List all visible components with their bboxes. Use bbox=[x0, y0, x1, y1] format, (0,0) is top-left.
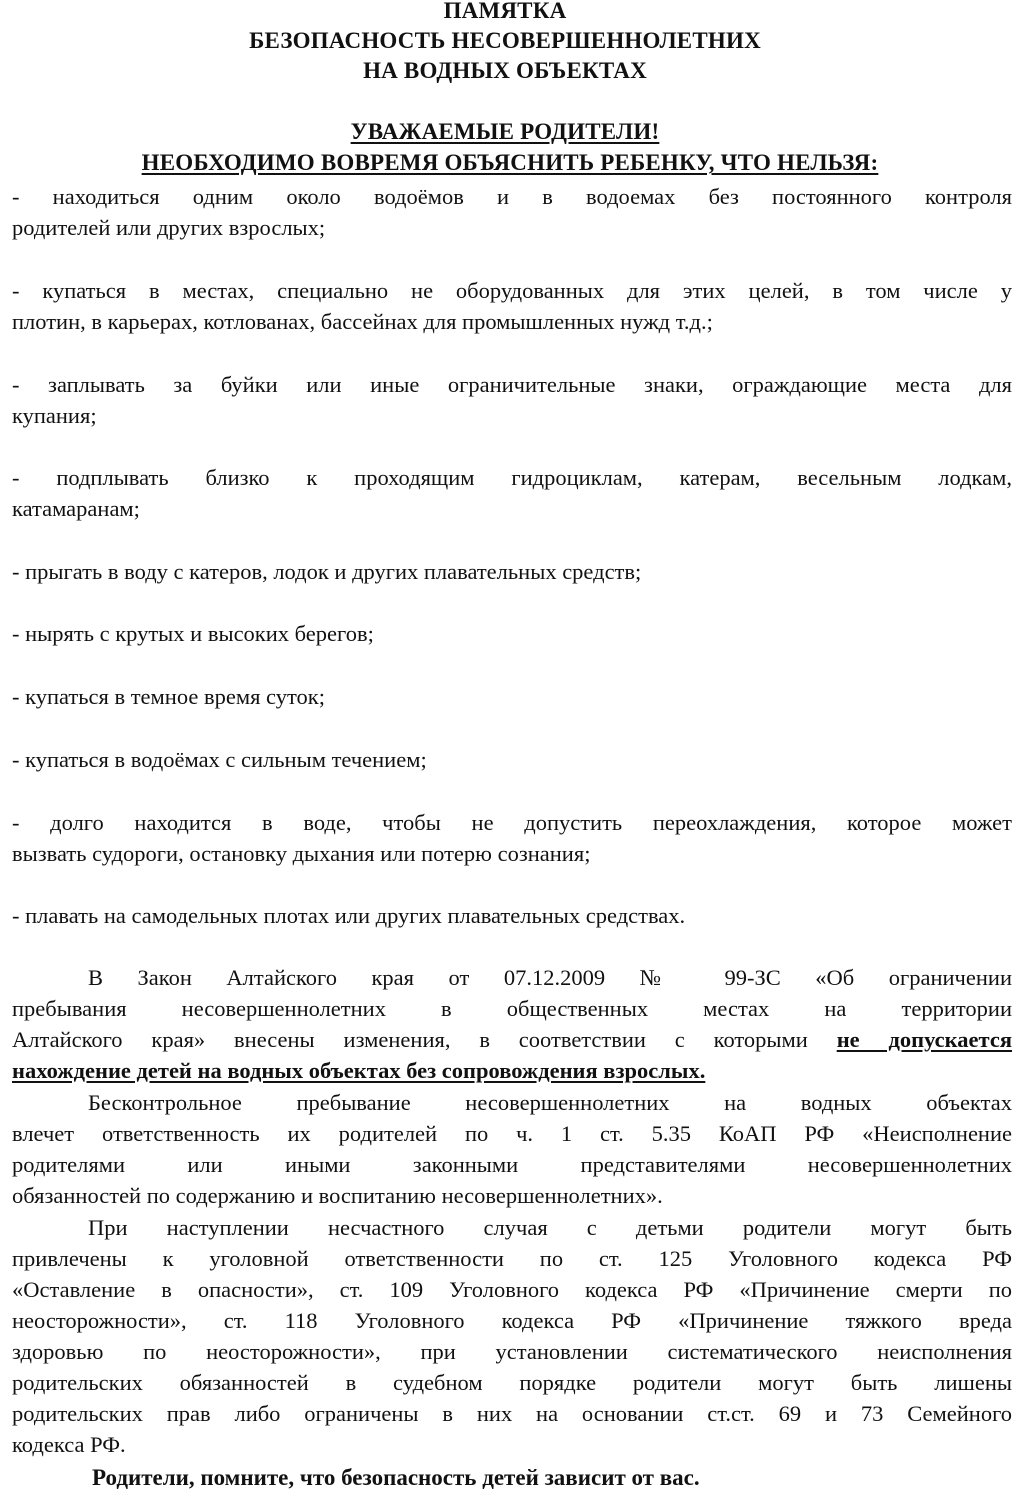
closing-statement: Родители, помните, что безопасность детей зависит от вас. bbox=[92, 1465, 700, 1490]
list-item-9-line-2: вызвать судороги, остановку дыхания или потерю сознания; bbox=[12, 841, 591, 866]
law-paragraph-line-3 bbox=[12, 1024, 1012, 1055]
criminal-paragraph-line-6: родительских обязанностей в судебном порядке родители могут быть лишены bbox=[12, 1370, 1012, 1395]
law-emphasis-start: не допускается bbox=[836, 1027, 1012, 1052]
liability-paragraph-line-3: родителями или иными законными представителями несовершеннолетних bbox=[12, 1152, 1012, 1177]
criminal-paragraph-line-1: При наступлении несчастного случая с детьми родители могут быть bbox=[88, 1215, 1012, 1240]
list-item-6: - нырять с крутых и высоких берегов; bbox=[12, 621, 374, 646]
list-item-9-line-1: - долго находится в воде, чтобы не допустить переохлаждения, которое может bbox=[12, 810, 1012, 835]
list-item-1-line-1: - находиться одним около водоёмов и в водоемах без постоянного контроля bbox=[12, 184, 1012, 209]
list-item-3-line-1: - заплывать за буйки или иные ограничительные знаки, ограждающие места для bbox=[12, 372, 1012, 397]
list-item-2-line-1: - купаться в местах, специально не оборудованных для этих целей, в том числе у bbox=[12, 278, 1012, 303]
list-item-4-line-1: - подплывать близко к проходящим гидроциклам, катерам, весельным лодкам, bbox=[12, 465, 1012, 490]
document-page bbox=[12, 0, 1012, 1493]
doc-title: ПАМЯТКА bbox=[443, 0, 567, 23]
criminal-paragraph-line-5: здоровью по неосторожности», при установлении систематического неисполнения bbox=[12, 1339, 1012, 1364]
list-item-3-line-2: купания; bbox=[12, 403, 97, 428]
criminal-paragraph-line-7: родительских прав либо ограничены в них на основании ст.ст. 69 и 73 Семейного bbox=[12, 1401, 1012, 1426]
instruction-text: НЕОБХОДИМО ВОВРЕМЯ ОБЪЯСНИТЬ РЕБЕНКУ, ЧТО НЕЛЬЗЯ: bbox=[141, 150, 879, 175]
law-paragraph-line-2: пребывания несовершеннолетних в общественных местах на территории bbox=[12, 996, 1012, 1021]
list-item-4-line-2: катамаранам; bbox=[12, 496, 140, 521]
liability-paragraph-line-1: Бесконтрольное пребывание несовершеннолетних на водных объектах bbox=[88, 1090, 1012, 1115]
list-item-5: - прыгать в воду с катеров, лодок и других плавательных средств; bbox=[12, 559, 642, 584]
law-paragraph-text: Алтайского края» внесены изменения, в соответствии с которыми bbox=[12, 1027, 837, 1052]
appeal-text: УВАЖАЕМЫЕ РОДИТЕЛИ! bbox=[350, 119, 660, 144]
criminal-paragraph-line-4: неосторожности», ст. 118 Уголовного кодекса РФ «Причинение тяжкого вреда bbox=[12, 1308, 1012, 1333]
criminal-paragraph-line-2: привлечены к уголовной ответственности по ст. 125 Уголовного кодекса РФ bbox=[12, 1246, 1012, 1271]
criminal-paragraph-line-3: «Оставление в опасности», ст. 109 Уголовного кодекса РФ «Причинение смерти по bbox=[12, 1277, 1012, 1302]
law-paragraph-line-4 bbox=[12, 1055, 1012, 1086]
liability-paragraph-line-2: влечет ответственность их родителей по ч. 1 ст. 5.35 КоАП РФ «Неисполнение bbox=[12, 1121, 1012, 1146]
law-paragraph-line-1: В Закон Алтайского края от 07.12.2009 № 99-ЗС «Об ограничении bbox=[88, 965, 1012, 990]
criminal-paragraph-line-8: кодекса РФ. bbox=[12, 1432, 126, 1457]
doc-subtitle-line-2: НА ВОДНЫХ ОБЪЕКТАХ bbox=[363, 58, 647, 83]
doc-subtitle-line-1: БЕЗОПАСНОСТЬ НЕСОВЕРШЕННОЛЕТНИХ bbox=[249, 28, 761, 53]
liability-paragraph-line-4: обязанностей по содержанию и воспитанию несовершеннолетних». bbox=[12, 1183, 663, 1208]
law-emphasis-end: нахождение детей на водных объектах без сопровождения взрослых. bbox=[12, 1058, 706, 1083]
appeal-heading bbox=[0, 117, 1010, 147]
list-item-2-line-2: плотин, в карьерах, котлованах, бассейнах для промышленных нужд т.д.; bbox=[12, 309, 713, 334]
instruction-heading bbox=[10, 148, 1010, 178]
list-item-1-line-2: родителей или других взрослых; bbox=[12, 215, 326, 240]
list-item-7: - купаться в темное время суток; bbox=[12, 684, 325, 709]
list-item-10: - плавать на самодельных плотах или других плавательных средствах. bbox=[12, 903, 686, 928]
list-item-8: - купаться в водоёмах с сильным течением; bbox=[12, 747, 427, 772]
